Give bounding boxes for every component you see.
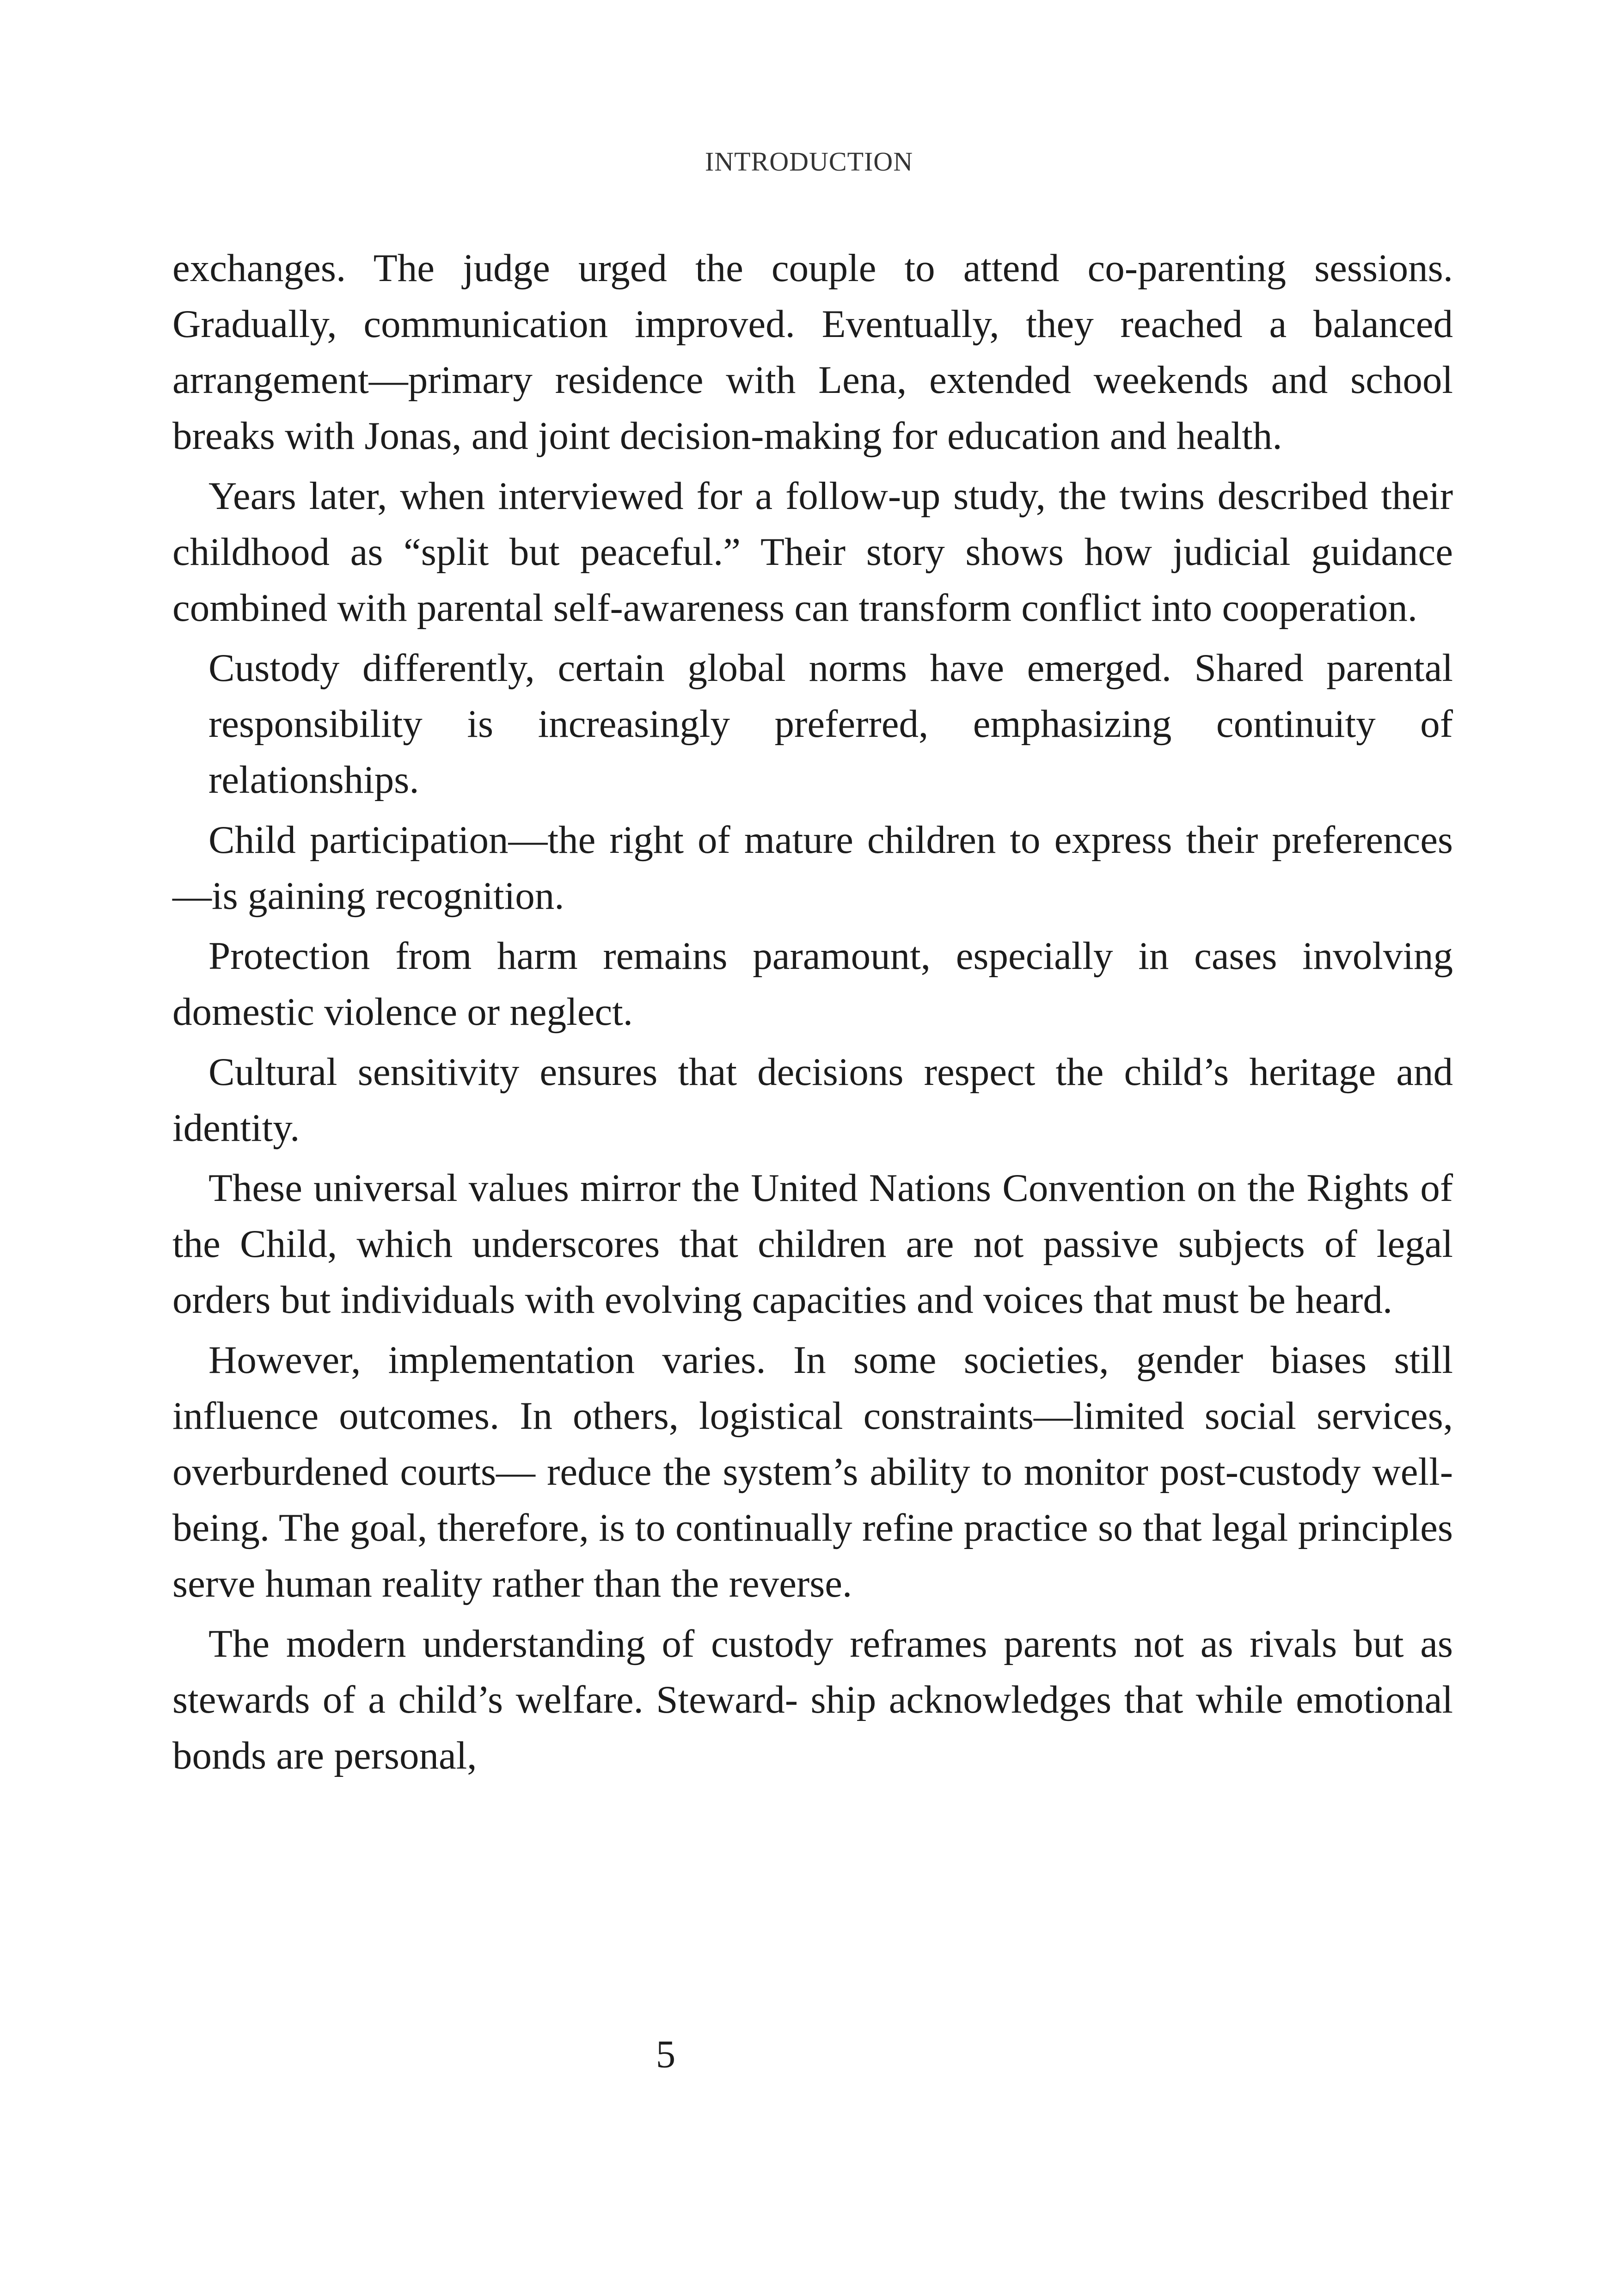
paragraph-twins-study: Years later, when interviewed for a follow-up study, the twins described their childhood as “split but peaceful.” Their story shows how judicial guidance combined with parental self-awareness can transform conflict into cooperation. [172,474,1453,630]
paragraph-cultural-sensitivity: Cultural sensitivity ensures that decisions respect the child’s heritage and identity. [172,1050,1453,1150]
paragraph-protection-from-harm: Protection from harm remains paramount, especially in cases involving domestic violence or neglect. [172,934,1453,1034]
paragraph-child-participation: Child participation—the right of mature children to express their preferences—is gaining recognition. [172,818,1453,918]
paragraph-global-norms: Custody differently, certain global norms have emerged. Shared parental responsibility is increasingly preferred, emphasizing continuity of relationships. [208,646,1453,802]
paragraph-stewardship: The modern understanding of custody reframes parents not as rivals but as stewards of a child’s welfare. Steward- ship acknowledges that while emotional bonds are personal, [172,1622,1453,1777]
paragraph-universal-values: These universal values mirror the United Nations Convention on the Rights of the Child, which underscores that children are not passive subjects of legal orders but individuals with evolving capacities and voices that must be heard. [172,1166,1453,1322]
paragraph-implementation: However, implementation varies. In some societies, gender biases still influence outcomes. In others, logistical constraints—limited social services, overburdened courts— reduce the system’s ability to monitor post-custody well-being. The goal, therefore, is to continually refine practice so that legal principles serve human reality rather than the reverse. [172,1338,1453,1605]
page-number: 5 [656,2033,676,2076]
paragraph-continuation: exchanges. The judge urged the couple to attend co-parenting sessions. Gradually, communication improved. Eventually, they reached a balanced arrangement—primary residence with Lena, extended weekends and school breaks with Jonas, and joint decision-making for education and health. [172,246,1453,458]
running-header: INTRODUCTION [705,147,913,177]
body-text [172,240,1453,1788]
